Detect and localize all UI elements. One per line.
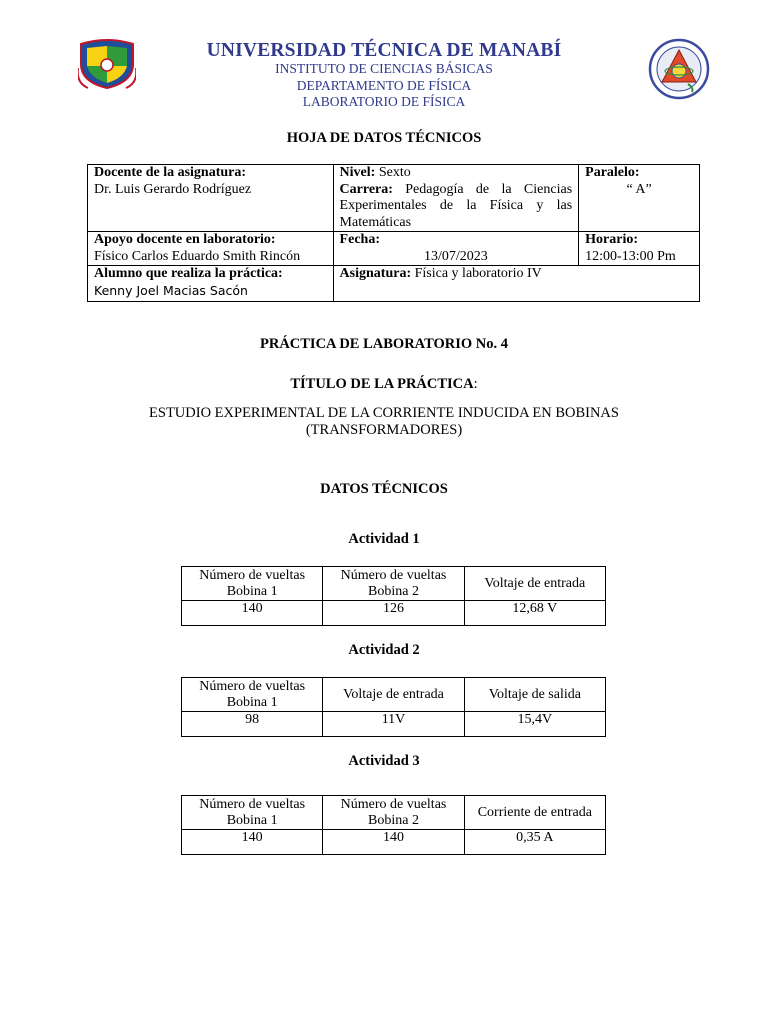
- header-cell: [182, 567, 323, 601]
- table-row: [182, 830, 606, 855]
- header-line: Bobina 2: [368, 583, 419, 599]
- asignatura-cell: [333, 266, 699, 302]
- value-cell: 98: [182, 712, 323, 737]
- header-cell: [464, 678, 605, 712]
- header-line: Bobina 2: [368, 812, 419, 828]
- activity-2-title: Actividad 2: [348, 642, 420, 658]
- carrera-value: Pedagogía de la Ciencias Experimentales de la Física y las Matemáticas: [339, 181, 573, 230]
- value-cell: 140: [182, 601, 323, 626]
- nivel-carrera-cell: [333, 165, 579, 232]
- header-cell: [182, 796, 323, 830]
- value-cell: 15,4V: [464, 712, 605, 737]
- header-cell: [323, 567, 464, 601]
- sheet-title: HOJA DE DATOS TÉCNICOS: [286, 130, 482, 146]
- header-line: Bobina 1: [226, 583, 278, 599]
- docente-label: Docente de la asignatura:: [94, 165, 247, 180]
- header-line: Voltaje de entrada: [484, 575, 586, 591]
- value-cell: 140: [182, 830, 323, 855]
- practice-title-colon: :: [473, 376, 478, 392]
- header-cell: [464, 567, 605, 601]
- header-line: Número de vueltas: [340, 796, 447, 812]
- value-cell: 126: [323, 601, 464, 626]
- value-cell: 0,35 A: [464, 830, 605, 855]
- paralelo-label: Paralelo:: [585, 165, 640, 180]
- activity-1-table: [181, 566, 606, 626]
- activity-3-table: [181, 795, 606, 855]
- university-name: UNIVERSIDAD TÉCNICA DE MANABÍ: [206, 40, 562, 61]
- institute-name: INSTITUTO DE CIENCIAS BÁSICAS: [275, 61, 493, 76]
- table-row: [182, 601, 606, 626]
- activity-2-table: [181, 677, 606, 737]
- header-cell: [323, 796, 464, 830]
- apoyo-cell: [88, 232, 334, 266]
- header-line: Número de vueltas: [199, 796, 306, 812]
- laboratory-name: LABORATORIO DE FÍSICA: [302, 94, 466, 109]
- docente-cell: [88, 165, 334, 232]
- header-line: Bobina 1: [226, 694, 278, 710]
- table-row: [182, 712, 606, 737]
- practice-title-line2: (TRANSFORMADORES): [305, 422, 463, 438]
- header-cell: [182, 678, 323, 712]
- carrera-label: Carrera:: [339, 181, 393, 197]
- nivel-label: Nivel:: [339, 165, 376, 180]
- header-line: Número de vueltas: [340, 567, 447, 583]
- activity-1-title: Actividad 1: [348, 531, 420, 547]
- fecha-cell: [333, 232, 579, 266]
- header-line: Voltaje de entrada: [343, 686, 444, 702]
- apoyo-label: Apoyo docente en laboratorio:: [94, 232, 276, 247]
- practice-number: PRÁCTICA DE LABORATORIO No. 4: [259, 336, 508, 352]
- alumno-label: Alumno que realiza la práctica:: [94, 266, 283, 281]
- header-line: Número de vueltas: [199, 567, 306, 583]
- institute-emblem-logo: [648, 38, 710, 100]
- table-header-row: [182, 796, 606, 830]
- university-crest-logo: [78, 38, 136, 90]
- value-cell: 12,68 V: [464, 601, 605, 626]
- value-cell: 11V: [323, 712, 464, 737]
- alumno-value: Kenny Joel Macias Sacón: [94, 282, 248, 298]
- header-line: Bobina 1: [226, 812, 278, 828]
- asignatura-value: Física y laboratorio IV: [414, 266, 542, 281]
- asignatura-label: Asignatura:: [339, 266, 412, 281]
- docente-value: Dr. Luis Gerardo Rodríguez: [94, 181, 252, 197]
- datos-tecnicos-heading: DATOS TÉCNICOS: [320, 481, 448, 497]
- horario-value: 12:00-13:00 Pm: [585, 248, 676, 264]
- header-cell: [464, 796, 605, 830]
- paralelo-value: “ A”: [626, 181, 652, 197]
- header-cell: [323, 678, 464, 712]
- practice-title-label: TÍTULO DE LA PRÁCTICA: [290, 376, 474, 392]
- fecha-label: Fecha:: [339, 232, 380, 247]
- practice-title-heading: [0, 376, 768, 393]
- horario-label: Horario:: [585, 232, 639, 247]
- apoyo-value: Físico Carlos Eduardo Smith Rincón: [94, 248, 301, 264]
- value-cell: 140: [323, 830, 464, 855]
- table-header-row: [182, 567, 606, 601]
- alumno-cell: [88, 266, 334, 302]
- fecha-value: 13/07/2023: [423, 248, 488, 264]
- header-line: Voltaje de salida: [488, 686, 581, 702]
- department-name: DEPARTAMENTO DE FÍSICA: [296, 78, 472, 93]
- info-row-1: [88, 165, 700, 232]
- paralelo-cell: [579, 165, 700, 232]
- info-row-2: [88, 232, 700, 266]
- table-header-row: [182, 678, 606, 712]
- info-row-3: [88, 266, 700, 302]
- horario-cell: [579, 232, 700, 266]
- course-info-table: [87, 164, 700, 302]
- header-line: Número de vueltas: [199, 678, 306, 694]
- header-line: Corriente de entrada: [477, 804, 592, 820]
- activity-3-title: Actividad 3: [348, 753, 420, 769]
- nivel-value: Sexto: [378, 165, 411, 180]
- practice-title-line1: ESTUDIO EXPERIMENTAL DE LA CORRIENTE INDUCIDA EN BOBINAS: [149, 405, 619, 421]
